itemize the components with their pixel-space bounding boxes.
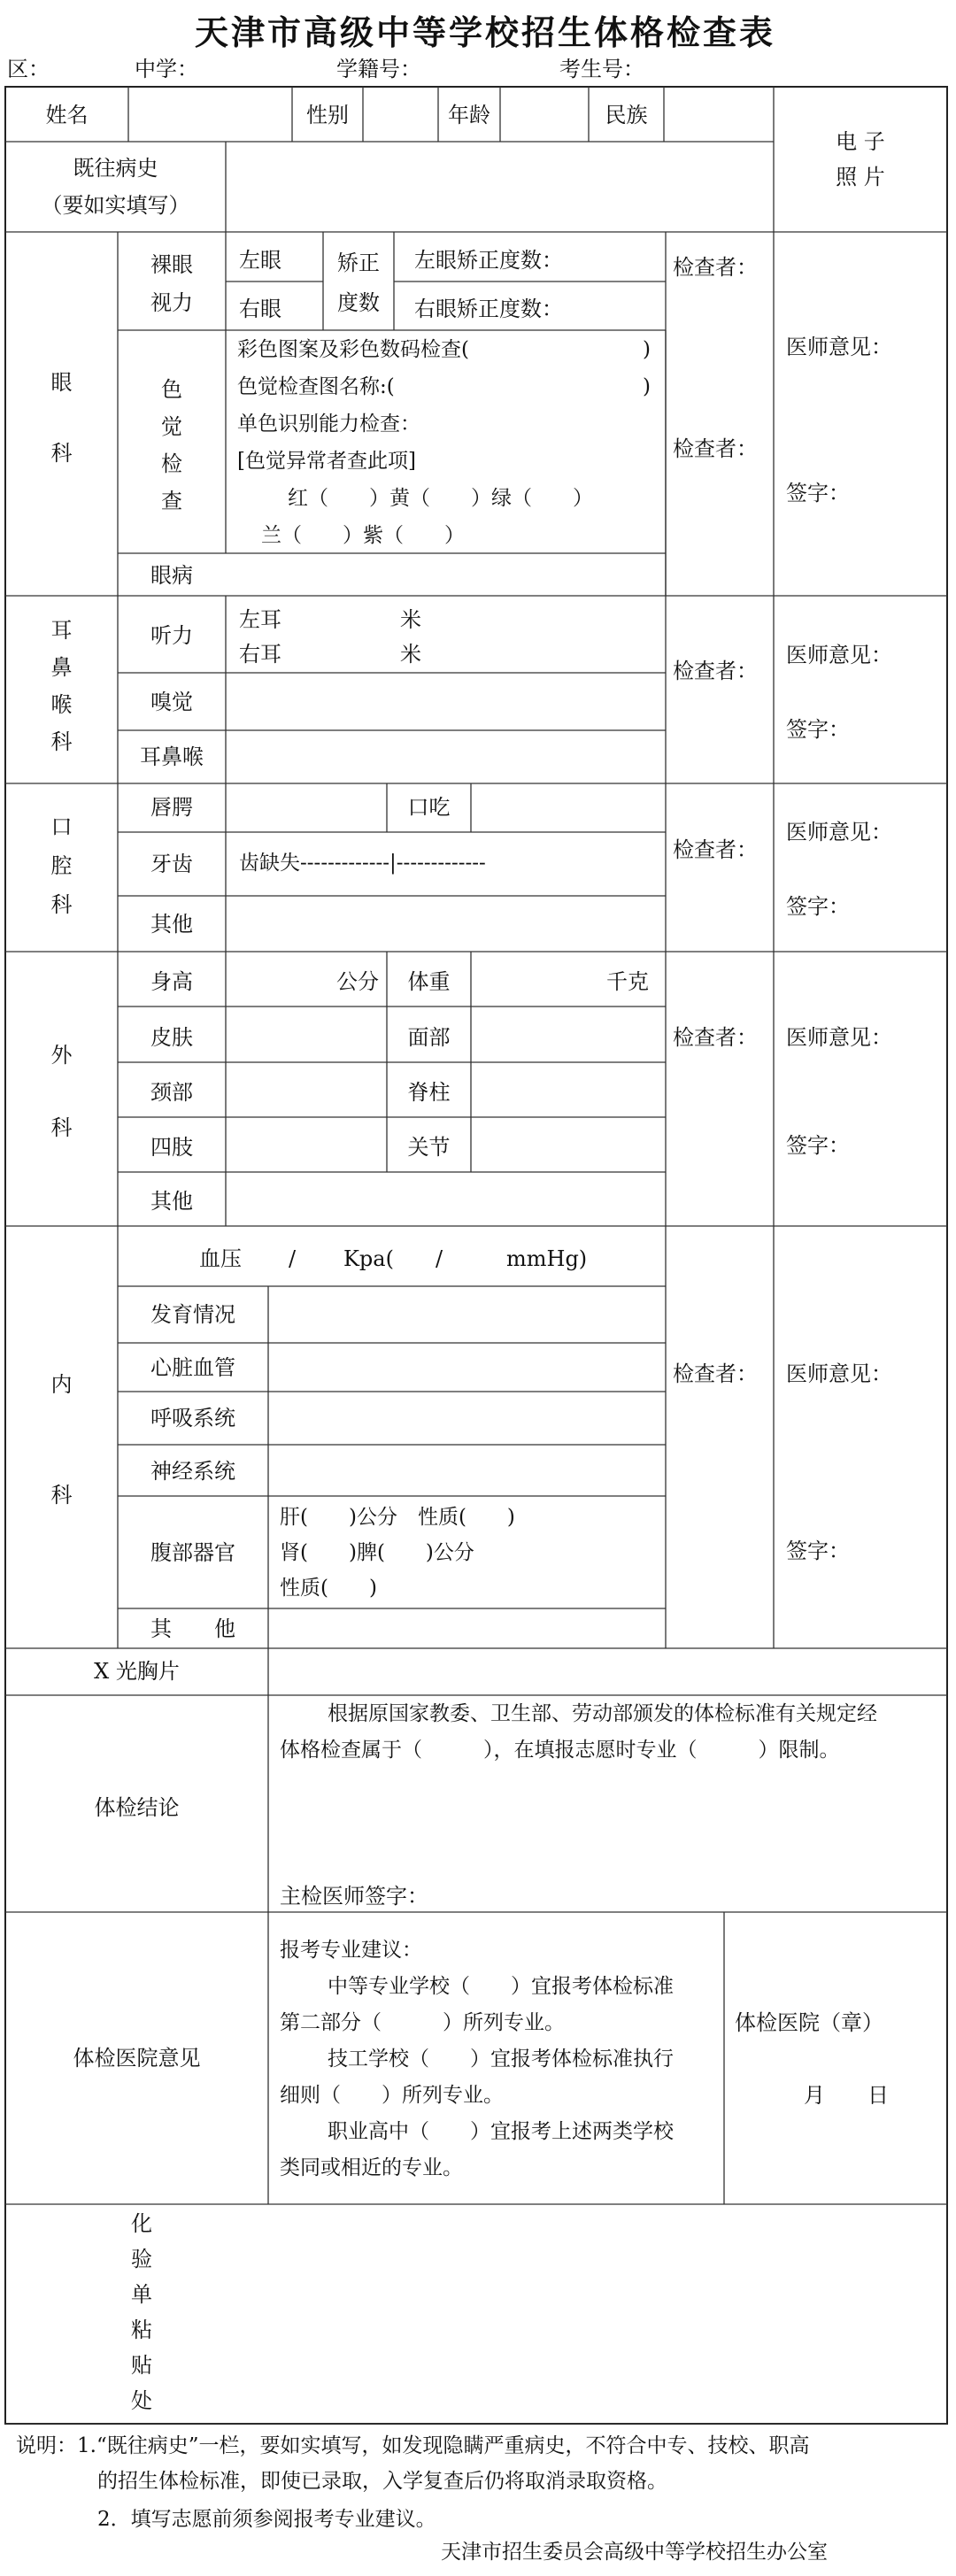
student-number-label: 学籍号： bbox=[336, 57, 421, 81]
history-label: 既往病史 bbox=[73, 156, 158, 181]
surgery-other-label: 其他 bbox=[150, 1189, 193, 1214]
cardiovascular-label: 心脏血管 bbox=[150, 1355, 235, 1380]
skin-label: 皮肤 bbox=[150, 1025, 193, 1050]
oral-signature: 签字： bbox=[786, 894, 850, 919]
color-test-line4: [色觉异常者查此项] bbox=[237, 450, 416, 473]
right-ear-label: 右耳 bbox=[239, 642, 281, 667]
internal-signature: 签字： bbox=[786, 1539, 850, 1563]
left-ear-label: 左耳 bbox=[239, 607, 281, 632]
hospital-line6: 职业高中（ ）宜报考上述两类学校 bbox=[328, 2120, 674, 2143]
color-vision-char3: 检 bbox=[161, 451, 182, 476]
left-ear-unit: 米 bbox=[400, 607, 421, 632]
color-test-line5: 红（ ）黄（ ）绿（ ） bbox=[288, 487, 593, 510]
weight-label: 体重 bbox=[407, 969, 451, 994]
internal-section-char2: 科 bbox=[50, 1483, 73, 1508]
surgery-signature: 签字： bbox=[786, 1133, 850, 1158]
hospital-line5: 细则（ ）所列专业。 bbox=[280, 2084, 504, 2107]
history-note: （要如实填写） bbox=[41, 193, 190, 218]
face-label: 面部 bbox=[407, 1025, 451, 1050]
footer-office: 天津市招生委员会高级中等学校招生办公室 bbox=[441, 2541, 828, 2564]
note-line3: 2．填写志愿前须参阅报考专业建议。 bbox=[97, 2508, 436, 2531]
abdominal-label: 腹部器官 bbox=[150, 1540, 235, 1565]
conclusion-label: 体检结论 bbox=[94, 1795, 180, 1820]
color-test-line6: 兰（ ）紫（ ） bbox=[261, 524, 465, 547]
hospital-opinion-label: 体检医院意见 bbox=[73, 2046, 201, 2071]
oral-section-char3: 科 bbox=[50, 892, 73, 917]
naked-vision-label: 裸眼 bbox=[150, 252, 193, 277]
xray-label: X 光胸片 bbox=[94, 1659, 180, 1684]
joints-label: 关节 bbox=[407, 1135, 451, 1160]
hearing-label: 听力 bbox=[150, 623, 193, 648]
lip-palate-label: 唇腭 bbox=[150, 795, 193, 820]
color-test-line2-end: ) bbox=[643, 375, 651, 398]
photo-label-line1: 电 子 bbox=[836, 129, 885, 154]
note-line1: 说明：1.“既往病史”一栏，要如实填写，如发现隐瞒严重病史，不符合中专、技校、职高 bbox=[16, 2434, 810, 2457]
conclusion-text-line2: 体格检查属于（ ），在填报志愿时专业（ ）限制。 bbox=[280, 1739, 840, 1762]
color-test-line2: 色觉检查图名称:( bbox=[237, 375, 395, 398]
ent-examiner-label: 检查者： bbox=[673, 659, 758, 683]
color-test-line1: 彩色图案及彩色数码检查( bbox=[237, 338, 469, 361]
ent-section-char2: 鼻 bbox=[50, 655, 73, 680]
lab-label-char2: 验 bbox=[131, 2247, 152, 2271]
teeth-label: 牙齿 bbox=[150, 852, 193, 876]
hospital-date-label: 月 日 bbox=[804, 2083, 889, 2108]
right-eye-label: 右眼 bbox=[239, 297, 281, 321]
oral-doctor-opinion: 医师意见： bbox=[786, 820, 892, 845]
hospital-stamp-label: 体检医院（章） bbox=[735, 2010, 883, 2035]
abdominal-line2: 肾( )脾( )公分 bbox=[280, 1541, 474, 1564]
eye-doctor-opinion: 医师意见： bbox=[786, 335, 892, 359]
eye-section-char2: 科 bbox=[50, 441, 73, 466]
corrected-label: 矫正 bbox=[337, 251, 380, 275]
internal-section-char1: 内 bbox=[50, 1372, 73, 1397]
exam-number-label: 考生号： bbox=[559, 57, 644, 81]
chief-doctor-signature: 主检医师签字： bbox=[280, 1884, 428, 1909]
nervous-label: 神经系统 bbox=[150, 1459, 235, 1484]
stutter-label: 口吃 bbox=[407, 795, 451, 820]
color-test-line1-end: ) bbox=[643, 338, 651, 361]
lab-label-char6: 处 bbox=[131, 2388, 152, 2413]
corrected-label-2: 度数 bbox=[337, 290, 380, 315]
blood-pressure-label: 血压 bbox=[199, 1246, 242, 1271]
lab-label-char1: 化 bbox=[131, 2211, 152, 2236]
color-vision-char2: 觉 bbox=[161, 414, 182, 439]
ent-doctor-opinion: 医师意见： bbox=[786, 643, 892, 667]
note-line2: 的招生体检标准，即使已录取，入学复查后仍将取消录取资格。 bbox=[97, 2470, 667, 2493]
surgery-section-char2: 科 bbox=[50, 1115, 73, 1140]
color-test-line3: 单色识别能力检查： bbox=[237, 413, 420, 436]
limbs-label: 四肢 bbox=[150, 1135, 193, 1160]
naked-vision-label-2: 视力 bbox=[150, 290, 193, 315]
teeth-missing-chart: 齿缺失-------------|------------- bbox=[239, 852, 486, 875]
oral-examiner-label: 检查者： bbox=[673, 837, 758, 862]
photo-placeholder bbox=[774, 87, 947, 232]
ent-section-char1: 耳 bbox=[50, 618, 73, 643]
spine-label: 脊柱 bbox=[407, 1080, 451, 1105]
hospital-line7: 类同或相近的专业。 bbox=[280, 2156, 463, 2179]
lab-label-char3: 单 bbox=[131, 2282, 152, 2307]
color-vision-char4: 查 bbox=[161, 489, 182, 513]
ent-signature: 签字： bbox=[786, 717, 850, 742]
eye-examiner-label-2: 检查者： bbox=[673, 436, 758, 461]
height-label: 身高 bbox=[150, 969, 193, 994]
surgery-section-char1: 外 bbox=[50, 1043, 73, 1068]
color-vision-char1: 色 bbox=[161, 377, 182, 402]
internal-other-label: 其 他 bbox=[150, 1616, 235, 1641]
ent-section-char3: 喉 bbox=[50, 692, 73, 717]
smell-label: 嗅觉 bbox=[150, 690, 193, 714]
hospital-line3: 第二部分（ ）所列专业。 bbox=[280, 2011, 565, 2034]
ent-item-label: 耳鼻喉 bbox=[140, 744, 204, 769]
bp-slash-1: / bbox=[289, 1246, 297, 1271]
surgery-examiner-label: 检查者： bbox=[673, 1025, 758, 1050]
development-label: 发育情况 bbox=[150, 1302, 235, 1327]
lab-label-char4: 粘 bbox=[131, 2318, 152, 2342]
right-ear-unit: 米 bbox=[400, 642, 421, 667]
left-corrected-label: 左眼矫正度数： bbox=[414, 248, 563, 273]
abdominal-line1: 肝( )公分 性质( ) bbox=[280, 1506, 515, 1529]
hospital-line4: 技工学校（ ）宜报考体检标准执行 bbox=[328, 2048, 674, 2071]
district-label: 区： bbox=[7, 57, 50, 81]
weight-unit: 千克 bbox=[606, 969, 649, 994]
eye-disease-label: 眼病 bbox=[150, 563, 193, 588]
right-corrected-label: 右眼矫正度数： bbox=[414, 297, 563, 321]
form-title: 天津市高级中等学校招生体格检查表 bbox=[195, 12, 776, 52]
respiratory-label: 呼吸系统 bbox=[150, 1406, 235, 1431]
hospital-line2: 中等专业学校（ ）宜报考体检标准 bbox=[328, 1975, 674, 1998]
gender-label: 性别 bbox=[306, 103, 349, 127]
surgery-doctor-opinion: 医师意见： bbox=[786, 1025, 892, 1050]
bp-kpa: Kpa( bbox=[343, 1246, 394, 1271]
hospital-line1: 报考专业建议： bbox=[280, 1939, 422, 1962]
oral-section-char1: 口 bbox=[50, 814, 73, 839]
ent-section-char4: 科 bbox=[50, 729, 73, 754]
lab-label-char5: 贴 bbox=[131, 2353, 152, 2378]
photo-label-line2: 照 片 bbox=[836, 165, 885, 189]
height-unit: 公分 bbox=[336, 969, 379, 994]
neck-label: 颈部 bbox=[150, 1080, 193, 1105]
ethnicity-label: 民族 bbox=[605, 103, 648, 127]
eye-examiner-label: 检查者： bbox=[673, 255, 758, 280]
bp-mmhg: mmHg) bbox=[506, 1246, 588, 1271]
oral-section-char2: 腔 bbox=[50, 853, 73, 878]
conclusion-text-line1: 根据原国家教委、卫生部、劳动部颁发的体检标准有关规定经 bbox=[328, 1702, 877, 1725]
eye-section-char1: 眼 bbox=[50, 370, 73, 395]
internal-examiner-label: 检查者： bbox=[673, 1361, 758, 1386]
left-eye-label: 左眼 bbox=[239, 248, 281, 273]
name-label: 姓名 bbox=[45, 103, 89, 127]
internal-doctor-opinion: 医师意见： bbox=[786, 1361, 892, 1386]
age-label: 年龄 bbox=[448, 103, 490, 127]
abdominal-line3: 性质( ) bbox=[280, 1577, 377, 1600]
school-label: 中学： bbox=[135, 57, 198, 81]
bp-slash-2: / bbox=[436, 1246, 443, 1271]
eye-signature: 签字： bbox=[786, 481, 850, 505]
oral-other-label: 其他 bbox=[150, 912, 193, 937]
